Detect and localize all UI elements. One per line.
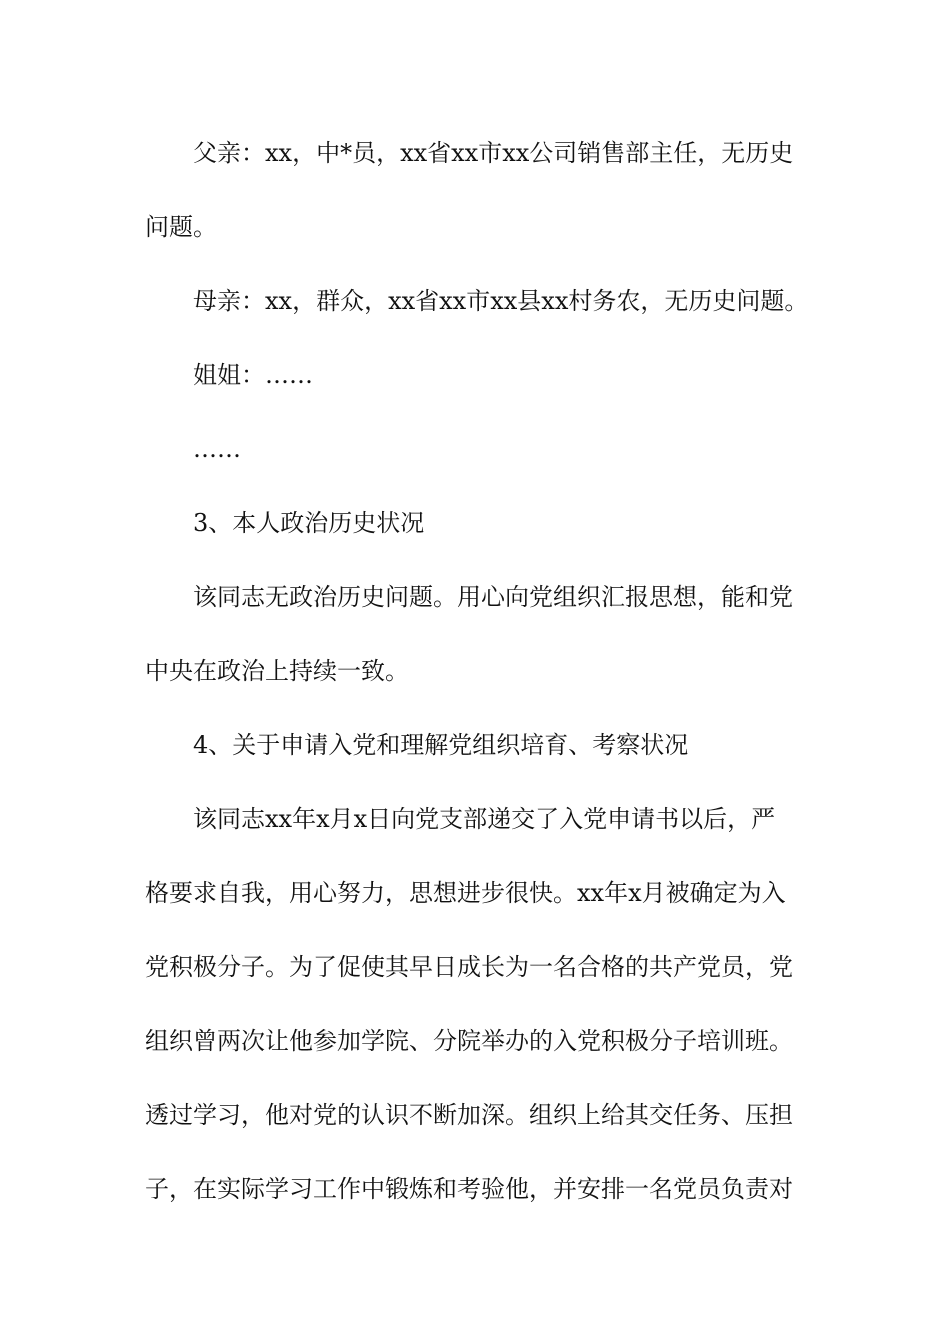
paragraph-ellipsis: …… [193,435,241,463]
paragraph-father-line: 父亲：xx，中*员，xx省xx市xx公司销售部主任，无历史 [193,139,794,167]
paragraph-mother: 母亲：xx，群众，xx省xx市xx县xx村务农，无历史问题。 [193,287,809,315]
paragraph-application-continuation: 透过学习，他对党的认识不断加深。组织上给其交任务、压担 [145,1101,793,1129]
section-heading-3: 3、本人政治历史状况 [193,509,425,537]
paragraph-sister: 姐姐：…… [193,361,313,389]
paragraph-application-continuation: 组织曾两次让他参加学院、分院举办的入党积极分子培训班。 [145,1027,793,1055]
paragraph-political-history-continuation: 中央在政治上持续一致。 [145,657,409,685]
paragraph-application-continuation: 子，在实际学习工作中锻炼和考验他，并安排一名党员负责对 [145,1175,793,1203]
document-body [145,126,815,1236]
paragraph-political-history-line: 该同志无政治历史问题。用心向党组织汇报思想，能和党 [193,583,793,611]
paragraph-application-line: 该同志xx年x月x日向党支部递交了入党申请书以后，严 [193,805,776,833]
section-heading-4: 4、关于申请入党和理解党组织培育、考察状况 [193,731,689,759]
paragraph-application-continuation: 格要求自我，用心努力，思想进步很快。xx年x月被确定为入 [145,879,786,907]
paragraph-father-continuation: 问题。 [145,213,217,241]
paragraph-application-continuation: 党积极分子。为了促使其早日成长为一名合格的共产党员，党 [145,953,793,981]
